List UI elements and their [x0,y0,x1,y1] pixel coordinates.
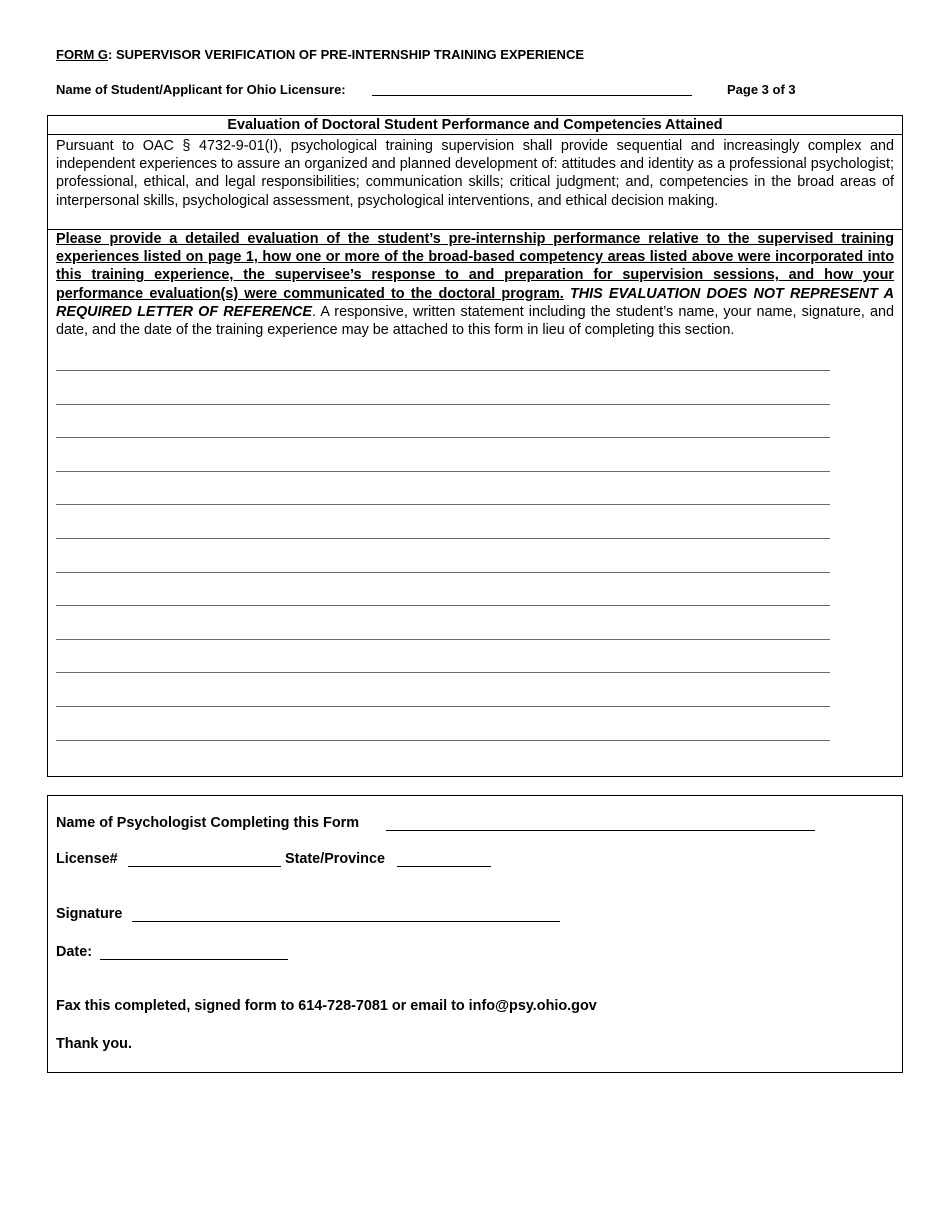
form-heading [56,47,584,62]
date-field[interactable] [100,959,288,960]
writing-line[interactable] [56,437,830,438]
student-name-field[interactable] [372,95,692,96]
instruction-emphasis: THIS EVALUATION DOES NOT REPRESENT A REQUIRED LETTER OF REFERENCE [56,285,894,320]
evaluation-intro: Pursuant to OAC § 4732-9-01(I), psychological training supervision shall provide sequential and increasingly complex and independent experiences to assure an organized and planned development of: attitudes and identity as a professional psychologist; professional, ethical, and legal responsibilities; communication skills; critical judgment; and, competencies in the broad areas of interpersonal skills, psychological assessment, psychological interventions, and ethical decision making. [56,138,894,209]
signature-field[interactable] [132,921,560,922]
writing-line[interactable] [56,672,830,673]
writing-line[interactable] [56,370,830,371]
page-number: Page 3 of 3 [727,82,796,97]
evaluation-instructions [56,230,894,339]
license-label: License# [56,851,118,867]
writing-line[interactable] [56,504,830,505]
writing-line[interactable] [56,740,830,741]
fax-instruction: Fax this completed, signed form to 614-728-7081 or email to info@psy.ohio.gov [56,998,597,1014]
student-name-label: Name of Student/Applicant for Ohio Licensure: [56,82,346,97]
form-title: : SUPERVISOR VERIFICATION OF PRE-INTERNSHIP TRAINING EXPERIENCE [108,47,585,62]
evaluation-section [47,115,903,777]
psychologist-name-label: Name of Psychologist Completing this Form [56,815,360,831]
form-id: FORM G [56,47,108,62]
state-province-field[interactable] [397,866,491,867]
writing-line[interactable] [56,639,830,640]
writing-line[interactable] [56,706,830,707]
state-province-label: State/Province [285,851,385,867]
writing-line[interactable] [56,404,830,405]
psychologist-name-field[interactable] [386,830,815,831]
instruction-rest: . A responsive, written statement including the student’s name, your name, signature, and date, and the date of the training experience may be attached to this form in lieu of completing this section. [56,303,894,339]
instruction-underlined: Please provide a detailed evaluation of the student’s pre-internship performance relative to the supervised training experiences listed on page 1, how one or more of the broad-based competency areas listed above were incorporated into this training experience, the supervisee’s response to and preparation for supervision sessions, and how your performance evaluation(s) were communicated to the doctoral program. [56,231,894,302]
thank-you-text: Thank you. [56,1036,132,1052]
writing-line[interactable] [56,471,830,472]
writing-line[interactable] [56,572,830,573]
license-field[interactable] [128,866,281,867]
signature-label: Signature [56,906,123,922]
date-label: Date: [56,944,92,960]
signature-section [47,795,903,1073]
evaluation-title: Evaluation of Doctoral Student Performance and Competencies Attained [48,116,902,135]
writing-line[interactable] [56,605,830,606]
writing-line[interactable] [56,538,830,539]
